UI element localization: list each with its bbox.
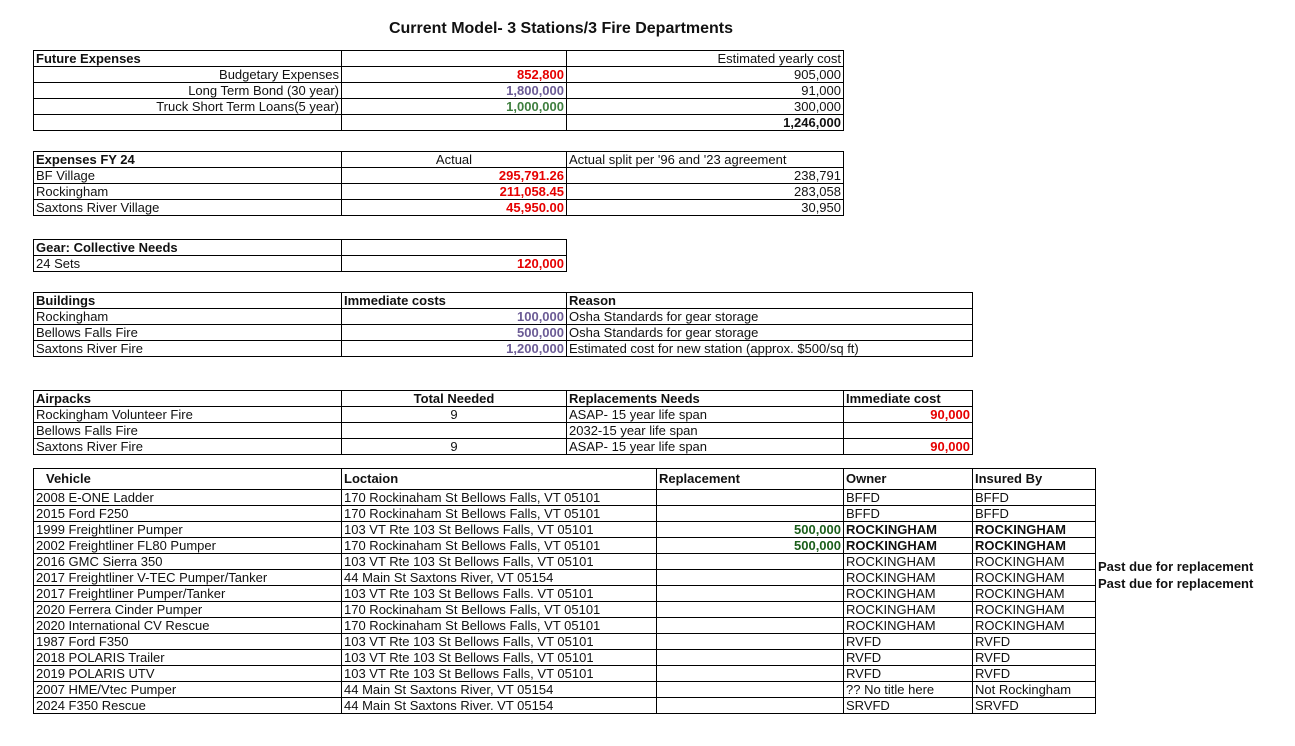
building-label: Rockingham <box>34 309 342 325</box>
vehicle-vehicle-cell: 2015 Ford F250 <box>34 506 342 522</box>
vehicle-vehicle-cell: 2020 Ferrera Cinder Pumper <box>34 602 342 618</box>
vehicle-insured-cell: BFFD <box>973 506 1096 522</box>
expenses-row-label: Rockingham <box>34 184 342 200</box>
vehicle-replacement-cell <box>657 586 844 602</box>
total-needed-header: Total Needed <box>342 391 567 407</box>
vehicle-insured-cell: ROCKINGHAM <box>973 618 1096 634</box>
vehicle-replacement-cell <box>657 602 844 618</box>
vehicle-insured-cell: BFFD <box>973 490 1096 506</box>
future-total: 1,246,000 <box>567 115 844 131</box>
reason-header: Reason <box>567 293 973 309</box>
vehicle-insured-cell: ROCKINGHAM <box>973 570 1096 586</box>
vehicle-vehicle-cell: 2020 International CV Rescue <box>34 618 342 634</box>
building-cost: 100,000 <box>342 309 567 325</box>
vehicle-owner-cell: BFFD <box>844 506 973 522</box>
vehicle-location-cell: 103 VT Rte 103 St Bellows Falls, VT 05101 <box>342 650 657 666</box>
vehicle-owner-cell: ROCKINGHAM <box>844 570 973 586</box>
airpack-label: Rockingham Volunteer Fire <box>34 407 342 423</box>
immediate-cost-header: Immediate cost <box>844 391 973 407</box>
expenses-row-split: 30,950 <box>567 200 844 216</box>
split-header: Actual split per '96 and '23 agreement <box>567 152 844 168</box>
vehicle-vehicle-cell: 2018 POLARIS Trailer <box>34 650 342 666</box>
expenses-row-split: 283,058 <box>567 184 844 200</box>
vehicle-owner-cell: ?? No title here <box>844 682 973 698</box>
airpacks-table <box>33 390 973 455</box>
vehicle-vehicle-cell: 2024 F350 Rescue <box>34 698 342 714</box>
vehicle-location-cell: 44 Main St Saxtons River, VT 05154 <box>342 682 657 698</box>
vehicle-row <box>34 618 1096 634</box>
building-label: Saxtons River Fire <box>34 341 342 357</box>
vehicle-replacement-cell <box>657 490 844 506</box>
owner-header: Owner <box>844 469 973 490</box>
vehicle-replacement-cell <box>657 698 844 714</box>
vehicle-owner-cell: ROCKINGHAM <box>844 618 973 634</box>
airpack-needed <box>342 423 567 439</box>
vehicle-location-cell: 103 VT Rte 103 St Bellows Falls, VT 05101 <box>342 522 657 538</box>
vehicle-owner-cell: ROCKINGHAM <box>844 602 973 618</box>
vehicle-vehicle-cell: 2002 Freightliner FL80 Pumper <box>34 538 342 554</box>
future-row-amount: 1,000,000 <box>342 99 567 115</box>
future-row-cost: 91,000 <box>567 83 844 99</box>
vehicle-location-cell: 103 VT Rte 103 St Bellows Falls, VT 05101 <box>342 634 657 650</box>
vehicle-vehicle-cell: 2017 Freightliner V-TEC Pumper/Tanker <box>34 570 342 586</box>
vehicle-location-cell: 103 VT Rte 103 St Bellows Falls, VT 05101 <box>342 554 657 570</box>
vehicle-insured-cell: SRVFD <box>973 698 1096 714</box>
future-expenses-header: Future Expenses <box>34 51 342 67</box>
building-reason: Estimated cost for new station (approx. $500/sq ft) <box>567 341 973 357</box>
vehicle-location-cell: 170 Rockinaham St Bellows Falls, VT 05101 <box>342 538 657 554</box>
vehicle-location-cell: 44 Main St Saxtons River. VT 05154 <box>342 698 657 714</box>
vehicle-owner-cell: RVFD <box>844 650 973 666</box>
building-reason: Osha Standards for gear storage <box>567 309 973 325</box>
vehicle-owner-cell: SRVFD <box>844 698 973 714</box>
vehicle-vehicle-cell: 2016 GMC Sierra 350 <box>34 554 342 570</box>
airpack-replacement: ASAP- 15 year life span <box>567 439 844 455</box>
vehicle-row <box>34 538 1096 554</box>
page-title: Current Model- 3 Stations/3 Fire Departments <box>388 20 734 37</box>
vehicle-insured-cell: ROCKINGHAM <box>973 586 1096 602</box>
vehicle-insured-cell: ROCKINGHAM <box>973 554 1096 570</box>
expenses-row-split: 238,791 <box>567 168 844 184</box>
vehicle-insured-cell: ROCKINGHAM <box>973 522 1096 538</box>
vehicle-replacement-cell <box>657 506 844 522</box>
past-due-note: Past due for replacement <box>1098 575 1254 591</box>
insured-by-header: Insured By <box>973 469 1096 490</box>
vehicle-row <box>34 682 1096 698</box>
gear-amount: 120,000 <box>342 256 567 272</box>
estimated-yearly-cost-header: Estimated yearly cost <box>567 51 844 67</box>
vehicle-replacement-cell <box>657 570 844 586</box>
vehicle-vehicle-cell: 2007 HME/Vtec Pumper <box>34 682 342 698</box>
airpacks-header: Airpacks <box>34 391 342 407</box>
vehicle-replacement-cell: 500,000 <box>657 538 844 554</box>
future-row-amount: 1,800,000 <box>342 83 567 99</box>
vehicle-row <box>34 698 1096 714</box>
airpack-label: Saxtons River Fire <box>34 439 342 455</box>
vehicle-row <box>34 586 1096 602</box>
vehicle-insured-cell: RVFD <box>973 650 1096 666</box>
expenses-row-actual: 295,791.26 <box>342 168 567 184</box>
vehicle-row <box>34 666 1096 682</box>
vehicle-insured-cell: ROCKINGHAM <box>973 602 1096 618</box>
vehicle-location-cell: 170 Rockinaham St Bellows Falls, VT 05101 <box>342 506 657 522</box>
expenses-fy24-table <box>33 151 844 216</box>
airpack-needed: 9 <box>342 439 567 455</box>
vehicle-location-cell: 103 VT Rte 103 St Bellows Falls, VT 05101 <box>342 666 657 682</box>
vehicles-table <box>33 468 1096 714</box>
expenses-header: Expenses FY 24 <box>34 152 342 168</box>
vehicle-vehicle-cell: 2019 POLARIS UTV <box>34 666 342 682</box>
vehicle-row <box>34 522 1096 538</box>
building-reason: Osha Standards for gear storage <box>567 325 973 341</box>
vehicle-location-cell: 170 Rockinaham St Bellows Falls, VT 05101 <box>342 490 657 506</box>
vehicle-row <box>34 634 1096 650</box>
vehicle-replacement-cell <box>657 634 844 650</box>
airpack-needed: 9 <box>342 407 567 423</box>
vehicle-location-cell: 170 Rockinaham St Bellows Falls, VT 05101 <box>342 602 657 618</box>
building-label: Bellows Falls Fire <box>34 325 342 341</box>
expenses-row-label: Saxtons River Village <box>34 200 342 216</box>
vehicle-vehicle-cell: 2017 Freightliner Pumper/Tanker <box>34 586 342 602</box>
airpack-label: Bellows Falls Fire <box>34 423 342 439</box>
vehicle-vehicle-cell: 1999 Freightliner Pumper <box>34 522 342 538</box>
airpack-replacement: ASAP- 15 year life span <box>567 407 844 423</box>
vehicle-owner-cell: ROCKINGHAM <box>844 538 973 554</box>
vehicle-owner-cell: BFFD <box>844 490 973 506</box>
vehicle-owner-cell: ROCKINGHAM <box>844 522 973 538</box>
vehicle-row <box>34 506 1096 522</box>
vehicle-owner-cell: ROCKINGHAM <box>844 586 973 602</box>
past-due-note: Past due for replacement <box>1098 559 1254 575</box>
expenses-row-actual: 211,058.45 <box>342 184 567 200</box>
vehicle-insured-cell: ROCKINGHAM <box>973 538 1096 554</box>
future-row-amount: 852,800 <box>342 67 567 83</box>
future-row-cost: 905,000 <box>567 67 844 83</box>
gear-label: 24 Sets <box>34 256 342 272</box>
building-cost: 1,200,000 <box>342 341 567 357</box>
vehicle-owner-cell: ROCKINGHAM <box>844 554 973 570</box>
actual-header: Actual <box>342 152 567 168</box>
vehicle-insured-cell: RVFD <box>973 634 1096 650</box>
location-header: Loctaion <box>342 469 657 490</box>
replacement-needs-header: Replacements Needs <box>567 391 844 407</box>
vehicle-row <box>34 570 1096 586</box>
vehicle-replacement-cell <box>657 650 844 666</box>
vehicle-replacement-cell <box>657 666 844 682</box>
airpack-replacement: 2032-15 year life span <box>567 423 844 439</box>
vehicle-row <box>34 650 1096 666</box>
gear-table <box>33 239 567 272</box>
vehicle-row <box>34 602 1096 618</box>
vehicle-replacement-cell <box>657 682 844 698</box>
airpack-cost <box>844 423 973 439</box>
vehicle-insured-cell: Not Rockingham <box>973 682 1096 698</box>
vehicle-location-cell: 170 Rockinaham St Bellows Falls, VT 05101 <box>342 618 657 634</box>
vehicles-body <box>34 490 1096 714</box>
future-expenses-table <box>33 50 844 131</box>
replacement-header: Replacement <box>657 469 844 490</box>
vehicle-replacement-cell <box>657 618 844 634</box>
future-row-cost: 300,000 <box>567 99 844 115</box>
buildings-table <box>33 292 973 357</box>
vehicle-vehicle-cell: 1987 Ford F350 <box>34 634 342 650</box>
future-row-label: Long Term Bond (30 year) <box>34 83 342 99</box>
airpack-cost: 90,000 <box>844 407 973 423</box>
airpack-cost: 90,000 <box>844 439 973 455</box>
immediate-costs-header: Immediate costs <box>342 293 567 309</box>
buildings-header: Buildings <box>34 293 342 309</box>
vehicle-replacement-cell: 500,000 <box>657 522 844 538</box>
building-cost: 500,000 <box>342 325 567 341</box>
vehicle-replacement-cell <box>657 554 844 570</box>
expenses-row-label: BF Village <box>34 168 342 184</box>
vehicle-vehicle-cell: 2008 E-ONE Ladder <box>34 490 342 506</box>
gear-header: Gear: Collective Needs <box>34 240 342 256</box>
vehicle-owner-cell: RVFD <box>844 634 973 650</box>
vehicle-location-cell: 103 VT Rte 103 St Bellows Falls. VT 05101 <box>342 586 657 602</box>
vehicle-location-cell: 44 Main St Saxtons River, VT 05154 <box>342 570 657 586</box>
future-row-label: Budgetary Expenses <box>34 67 342 83</box>
vehicle-row <box>34 490 1096 506</box>
vehicle-header: Vehicle <box>34 469 342 490</box>
vehicle-row <box>34 554 1096 570</box>
vehicle-insured-cell: RVFD <box>973 666 1096 682</box>
future-row-label: Truck Short Term Loans(5 year) <box>34 99 342 115</box>
expenses-row-actual: 45,950.00 <box>342 200 567 216</box>
vehicle-owner-cell: RVFD <box>844 666 973 682</box>
